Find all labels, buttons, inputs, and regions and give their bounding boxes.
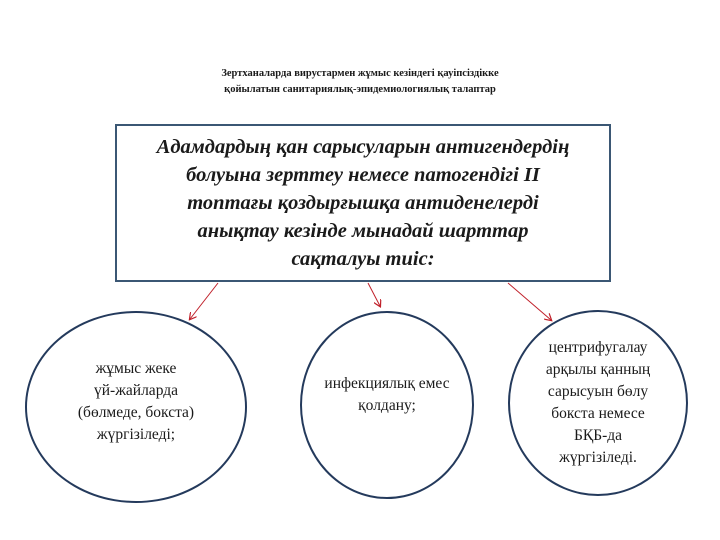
requirements-box: [115, 124, 611, 282]
condition-text-line: арқылы қанның: [545, 361, 651, 378]
condition-text-line: сарысуын бөлу: [547, 383, 649, 400]
title-line-2: қойылатын санитариялық-эпидемиологиялық талаптар: [224, 84, 496, 95]
condition-text-line: жүргізіледі;: [96, 426, 176, 443]
requirements-line-1: Адамдардың қан сарысуларын антигендердің: [156, 136, 570, 158]
condition-text-line: инфекциялық емес: [324, 375, 450, 392]
condition-text-line: қолдану;: [358, 397, 416, 414]
condition-text-line: БҚБ-да: [573, 427, 623, 444]
condition-text-line: үй-жайларда: [93, 382, 179, 399]
condition-text-line: (бөлмеде, бокста): [77, 404, 195, 421]
condition-text-line: жүргізіледі.: [559, 449, 637, 466]
arrow-to-middle-ellipse: [368, 283, 380, 306]
requirements-line-2: болуына зерттеу немесе патогендігі II: [186, 164, 540, 186]
condition-non-infectious: [300, 311, 474, 499]
arrow-to-left-ellipse: [190, 283, 218, 319]
condition-text-line: центрифугалау: [548, 339, 648, 356]
requirements-line-4: анықтау кезінде мынадай шарттар: [197, 220, 529, 242]
condition-centrifugation: [508, 310, 688, 496]
arrow-to-right-ellipse: [508, 283, 551, 320]
condition-text-line: жұмыс жеке: [95, 360, 177, 377]
condition-text-line: бокста немесе: [551, 405, 645, 422]
requirements-line-3: топтағы қоздырғышқа антиденелерді: [187, 192, 539, 214]
requirements-line-5: сақталуы тиіс:: [291, 248, 435, 270]
title-line-1: Зертханаларда вирустармен жұмыс кезіндегі қауіпсіздікке: [221, 68, 499, 79]
condition-separate-rooms: [25, 311, 247, 503]
